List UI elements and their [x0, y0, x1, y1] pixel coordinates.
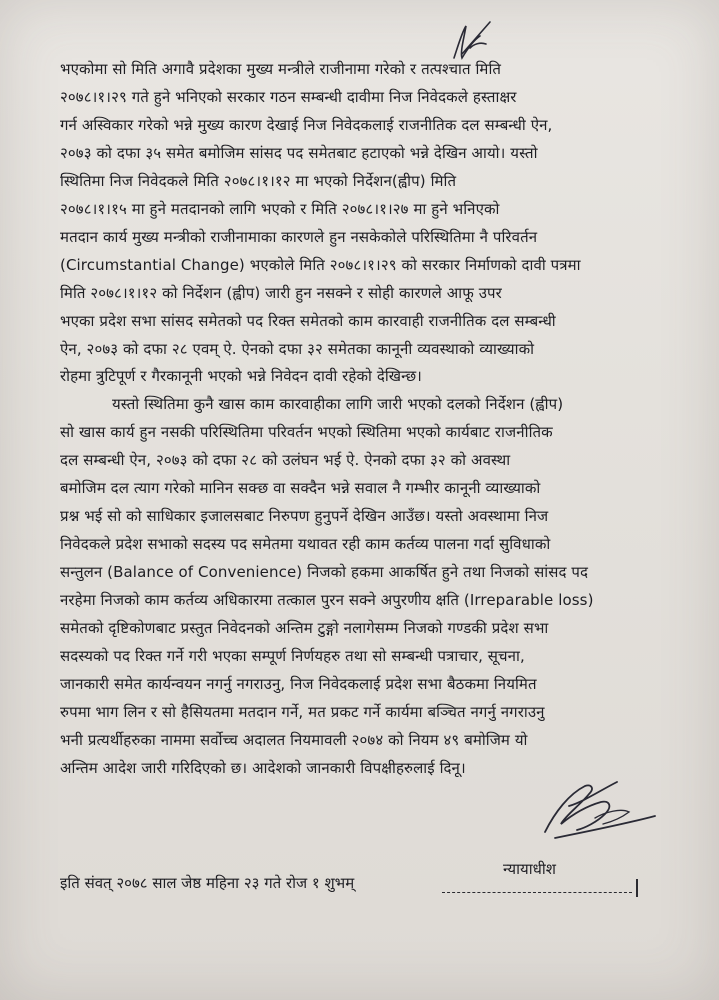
body-line: समेतको दृष्टिकोणबाट प्रस्तुत निवेदनको अन्तिम टुङ्गो नलागेसम्म निजको गण्डकी प्रदेश सभा	[60, 619, 549, 637]
body-line: भनी प्रत्यर्थीहरुका नाममा सर्वोच्च अदालत नियमावली २०७४ को नियम ४९ बमोजिम यो	[60, 731, 528, 749]
judge-signature	[525, 772, 665, 852]
body-line: २०७३ को दफा ३५ समेत बमोजिम सांसद पद समेतबाट हटाएको भन्ने देखिन आयो। यस्तो	[60, 144, 538, 162]
body-line: जानकारी समेत कार्यन्वयन नगर्नु नगराउनु, निज निवेदकलाई प्रदेश सभा बैठकमा नियमित	[60, 675, 537, 693]
signature-dash-line	[442, 892, 632, 893]
body-line: बमोजिम दल त्याग गरेको मानिन सक्छ वा सक्दैन भन्ने सवाल नै गम्भीर कानूनी व्याख्याको	[60, 479, 541, 497]
body-line: सन्तुलन (Balance of Convenience) निजको हकमा आकर्षित हुने तथा निजको सांसद पद	[60, 563, 589, 581]
body-line: दल सम्बन्धी ऐन, २०७३ को दफा २८ को उलंघन भई ऐ. ऐनको दफा ३२ को अवस्था	[60, 451, 511, 469]
body-line: (Circumstantial Change) भएकोले मिति २०७८।१।२९ को सरकार निर्माणको दावी पत्रमा	[60, 256, 581, 274]
body-line: मतदान कार्य मुख्य मन्त्रीको राजीनामाका कारणले हुन नसकेकोले परिस्थितिमा नै परिवर्तन	[60, 228, 538, 246]
body-line: नरहेमा निजको काम कर्तव्य अधिकारमा तत्काल पुरन सक्ने अपुरणीय क्षति (Irreparable loss)	[60, 591, 594, 609]
signatory-title: न्यायाधीश	[503, 860, 556, 878]
body-line: २०७८।१।१५ मा हुने मतदानको लागि भएको र मिति २०७८।१।२७ मा हुने भनिएको	[60, 200, 500, 218]
date-line: इति संवत् २०७८ साल जेष्ठ महिना २३ गते रोज १ शुभम्	[60, 874, 355, 892]
body-line: रुपमा भाग लिन र सो हैसियतमा मतदान गर्ने, मत प्रकट गर्ने कार्यमा बञ्चित नगर्नु नगराउनु	[60, 703, 545, 721]
body-line: सदस्यको पद रिक्त गर्ने गरी भएका सम्पूर्ण निर्णयहरु तथा सो सम्बन्धी पत्राचार, सूचना,	[60, 647, 525, 665]
body-line: स्थितिमा निज निवेदकले मिति २०७८।१।१२ मा भएको निर्देशन(ह्वीप) मिति	[60, 172, 457, 190]
body-line: सो खास कार्य हुन नसकी परिस्थितिमा परिवर्तन भएको स्थितिमा भएको कार्यबाट राजनीतिक	[60, 423, 553, 441]
body-line: रोहमा त्रुटिपूर्ण र गैरकानूनी भएको भन्ने निवेदन दावी रहेको देखिन्छ।	[60, 367, 422, 385]
body-line: निवेदकले प्रदेश सभाको सदस्य पद समेतमा यथावत रही काम कर्तव्य पालना गर्दा सुविधाको	[60, 535, 551, 553]
body-line: मिति २०७८।१।१२ को निर्देशन (ह्वीप) जारी हुन नसक्ने र सोही कारणले आफू उपर	[60, 284, 502, 302]
body-line: यस्तो स्थितिमा कुनै खास काम कारवाहीका लागि जारी भएको दलको निर्देशन (ह्वीप)	[112, 395, 564, 413]
body-line: भएका प्रदेश सभा सांसद समेतको पद रिक्त समेतको काम कारवाही राजनीतिक दल सम्बन्धी	[60, 312, 556, 330]
body-line: अन्तिम आदेश जारी गरिदिएको छ। आदेशको जानकारी विपक्षीहरुलाई दिनू।	[60, 759, 466, 777]
body-line: २०७८।१।२९ गते हुने भनिएको सरकार गठन सम्बन्धी दावीमा निज निवेदकले हस्ताक्षर	[60, 88, 517, 106]
end-mark	[636, 879, 638, 897]
body-line: ऐन, २०७३ को दफा २८ एवम् ऐ. ऐनको दफा ३२ समेतका कानूनी व्यवस्थाको व्याख्याको	[60, 340, 535, 358]
body-line: प्रश्न भई सो को साधिकार इजालसबाट निरुपण हुनुपर्ने देखिन आउँछ। यस्तो अवस्थामा निज	[60, 507, 549, 525]
body-line: गर्न अस्विकार गरेको भन्ने मुख्य कारण देखाई निज निवेदकलाई राजनीतिक दल सम्बन्धी ऐन,	[60, 116, 553, 134]
body-line: भएकोमा सो मिति अगावै प्रदेशका मुख्य मन्त्रीले राजीनामा गरेको र तत्पश्चात मिति	[60, 60, 502, 78]
